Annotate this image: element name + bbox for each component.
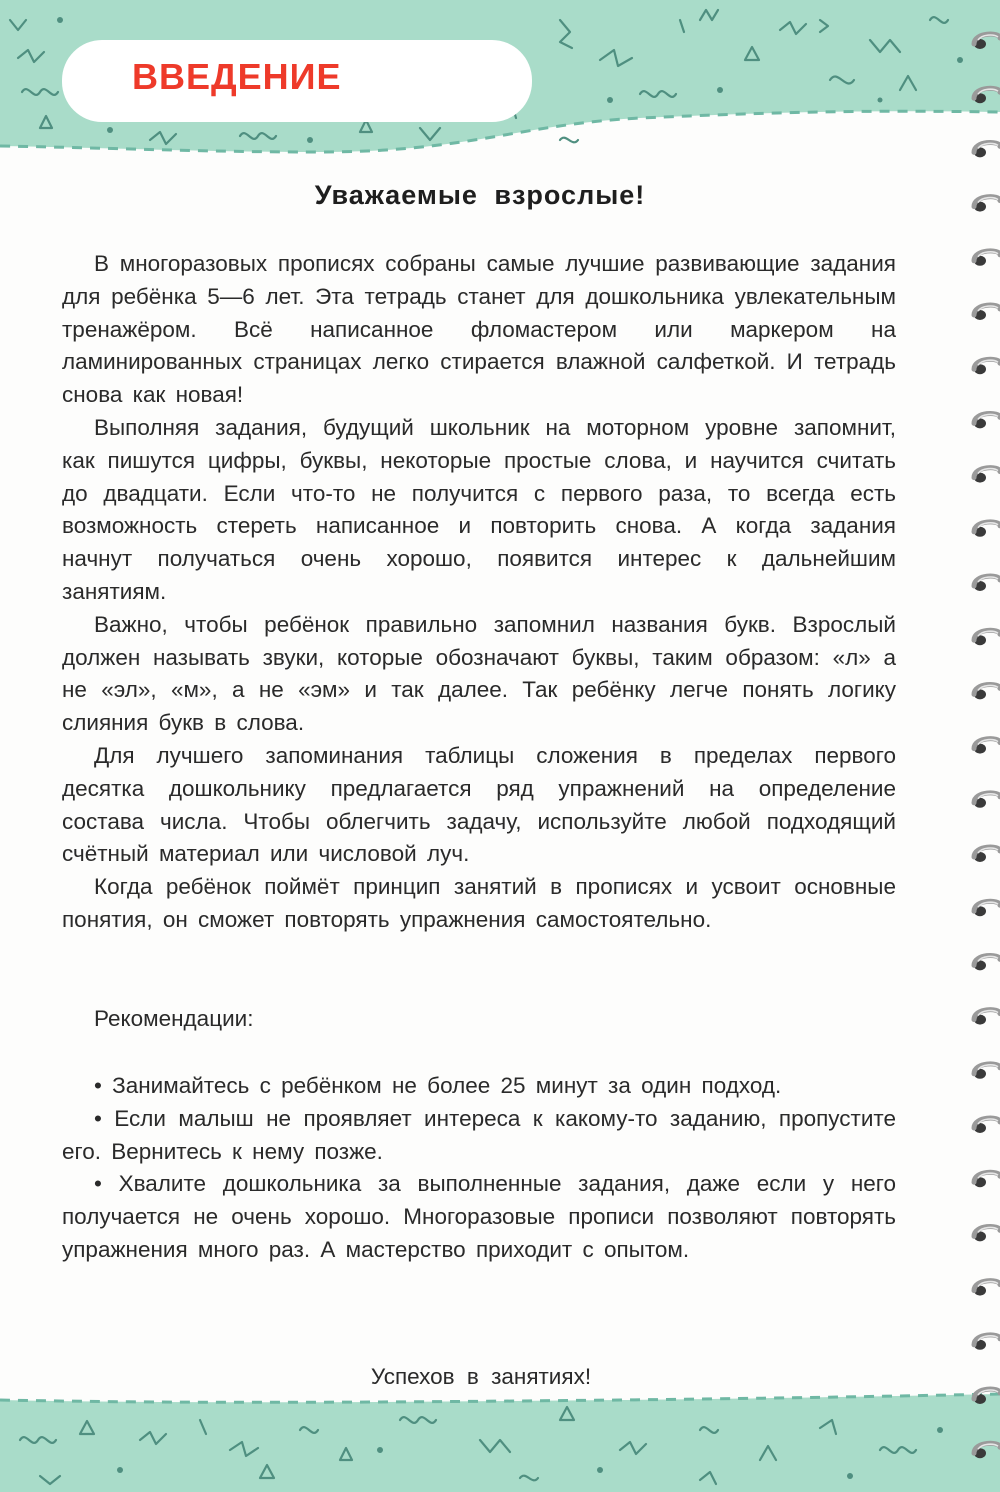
spiral-ring bbox=[974, 630, 1000, 645]
spiral-ring bbox=[974, 684, 1000, 699]
spiral-ring bbox=[974, 197, 1000, 212]
spiral-ring bbox=[974, 468, 1000, 483]
spiral-ring bbox=[974, 1335, 1000, 1350]
spiral-ring bbox=[974, 88, 1000, 103]
spiral-ring bbox=[974, 522, 1000, 537]
footer-band-doodles bbox=[0, 1380, 1000, 1492]
spiral-ring bbox=[974, 305, 1000, 320]
paragraph: В многоразовых прописях собраны самые лучшие развивающие задания для ребёнка 5—6 лет. Эта тетрадь станет для дошкольника увлекательным тренажёром. Всё написанное фломастером или маркером на ламинированных страницах легко стирается влажной салфеткой. И тетрадь снова как новая! bbox=[62, 251, 896, 408]
paragraph: Важно, чтобы ребёнок правильно запомнил названия букв. Взрослый должен называть звуки, которые обозначают буквы, таким образом: «л» а не «эл», «м», а не «эм» и так далее. Так ребёнку легче понять логику слияния букв в слова. bbox=[62, 611, 896, 736]
spiral-ring bbox=[974, 847, 1000, 862]
spiral-ring bbox=[974, 1064, 1000, 1079]
spiral-ring bbox=[974, 1010, 1000, 1025]
spiral-ring bbox=[974, 1118, 1000, 1133]
spiral-ring bbox=[974, 142, 1000, 157]
spiral-ring bbox=[974, 1226, 1000, 1241]
spiral-ring bbox=[974, 793, 1000, 808]
spiral-ring bbox=[974, 1281, 1000, 1296]
page-heading: Уважаемые взрослые! bbox=[314, 180, 646, 210]
section-title: ВВЕДЕНИЕ bbox=[132, 56, 342, 97]
spiral-rings bbox=[960, 0, 1000, 1492]
spiral-binding bbox=[960, 0, 1000, 1492]
footer-band bbox=[0, 1380, 1000, 1492]
spiral-ring bbox=[974, 576, 1000, 591]
paragraph: Выполняя задания, будущий школьник на моторном уровне запомнит, как пишутся цифры, буквы, некоторые простые слова, и научится считать до двадцати. Если что-то не получится с первого раза, то всегда есть возможность стереть написанное и повторить снова. А когда задания начнут получаться очень хорошо, появится интерес к дальнейшим занятиям. bbox=[62, 414, 896, 604]
spiral-ring bbox=[974, 955, 1000, 970]
paragraph: Когда ребёнок поймёт принцип занятий в прописях и усвоит основные понятия, он сможет повторять упражнения самостоятельно. bbox=[62, 874, 896, 932]
spiral-ring bbox=[974, 739, 1000, 754]
spiral-ring bbox=[974, 251, 1000, 266]
spiral-ring bbox=[974, 413, 1000, 428]
recommendations-list bbox=[62, 1070, 896, 1267]
spiral-ring bbox=[974, 1172, 1000, 1187]
recommendation-item: • Занимайтесь с ребёнком не более 25 минут за один подход. bbox=[94, 1073, 782, 1098]
recommendation-item: • Если малыш не проявляет интереса к какому-то заданию, пропустите его. Вернитесь к нему позже. bbox=[62, 1105, 896, 1164]
spiral-ring bbox=[974, 1443, 1000, 1458]
intro-text bbox=[62, 248, 896, 937]
spiral-ring bbox=[974, 359, 1000, 374]
spiral-ring bbox=[974, 901, 1000, 916]
spiral-ring bbox=[974, 34, 1000, 49]
closing-line: Успехов в занятиях! bbox=[370, 1364, 592, 1389]
spiral-ring bbox=[974, 1389, 1000, 1404]
paragraph: Для лучшего запоминания таблицы сложения в пределах первого десятка дошкольнику предлагается ряд упражнений на определение состава числа. Чтобы облегчить задачу, используйте любой подходящий счётный материал или числовой луч. bbox=[62, 742, 896, 867]
recommendations-title: Рекомендации: bbox=[94, 1006, 254, 1031]
recommendation-item: • Хвалите дошкольника за выполненные задания, даже если у него получается не очень хорошо. Многоразовые прописи позволяют повторять упражнения много раз. А мастерство приходит с опытом. bbox=[62, 1171, 896, 1262]
